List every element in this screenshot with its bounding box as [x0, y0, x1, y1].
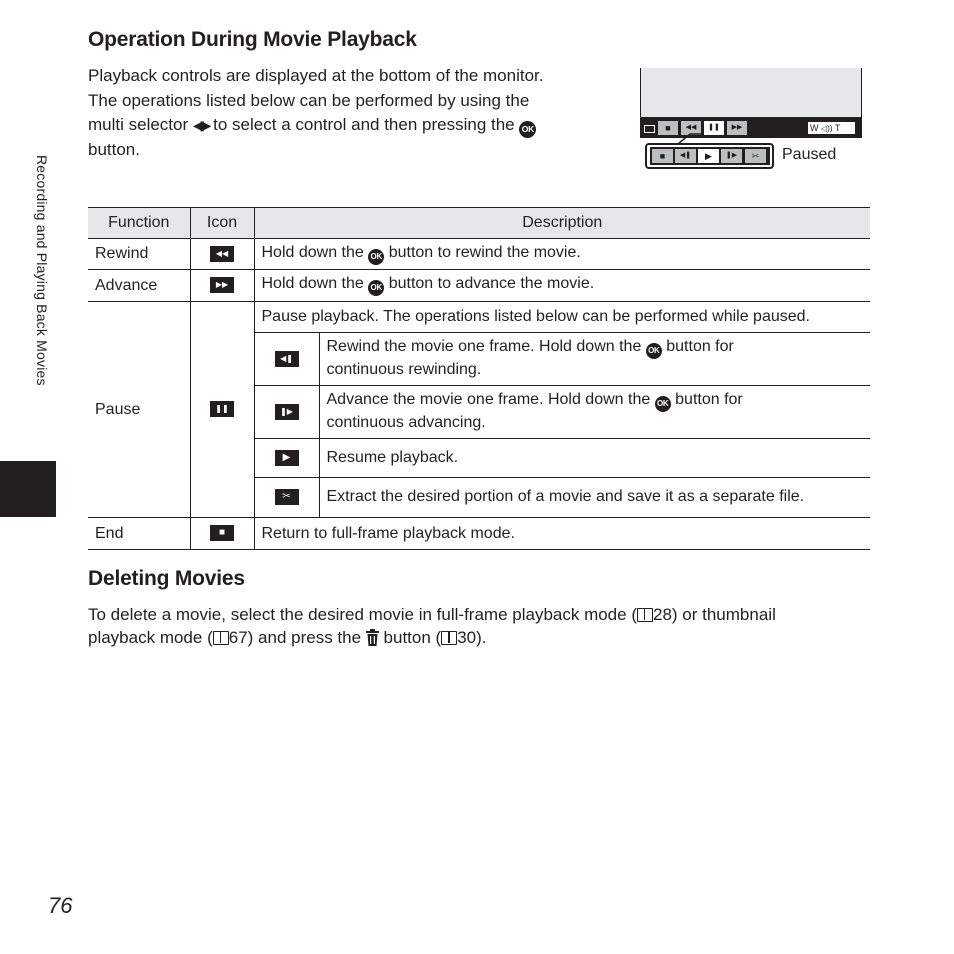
end-description: Return to full-frame playback mode. [254, 518, 870, 550]
playback-intro-paragraph [88, 64, 618, 163]
frame-back-description [319, 333, 870, 386]
pause-intro: Pause playback. The operations listed below can be performed while paused. [254, 302, 870, 333]
intro-line-3b: to select a control and then pressing the [213, 115, 515, 134]
frame-forward-desc-a: Advance the movie one frame. Hold down the [326, 391, 651, 409]
popup-end-icon: ■ [652, 149, 673, 163]
advance-icon-cell [190, 270, 254, 302]
pause-icon: ❚❚ [210, 401, 234, 417]
intro-line-4: button. [88, 140, 140, 159]
frame-forward-description [319, 386, 870, 439]
paused-label: Paused [782, 146, 837, 163]
deleting-line-1 [88, 603, 878, 626]
advance-description [254, 270, 870, 302]
deleting-line-1a: To delete a movie, select the desired movie in full-frame playback mode ( [88, 605, 637, 624]
frame-forward-desc-c: continuous advancing. [326, 414, 486, 432]
deleting-line-2b: ) and press the [247, 628, 362, 647]
volume-icon: ◁)) [821, 124, 833, 133]
ref-page-30[interactable]: 30 [457, 628, 477, 647]
pause-icon-cell [190, 302, 254, 518]
frame-back-icon-cell [254, 333, 319, 386]
extract-description: Extract the desired portion of a movie and save it as a separate file. [319, 478, 870, 518]
ok-button-icon: OK [519, 121, 536, 138]
frame-forward-icon: ❚▶ [275, 404, 299, 420]
book-ref-icon [213, 631, 229, 645]
frame-back-desc-b: button for [666, 338, 734, 356]
end-icon-cell [190, 518, 254, 550]
deleting-line-1b: ) or thumbnail [671, 605, 776, 624]
rewind-icon-cell [190, 239, 254, 270]
section-title-playback: Operation During Movie Playback [88, 28, 417, 51]
ref-page-67[interactable]: 67 [228, 628, 248, 647]
frame-back-desc-c: continuous rewinding. [326, 361, 482, 379]
pause-function: Pause [88, 302, 190, 518]
popup-frame-forward-icon: ❚▶ [721, 149, 742, 163]
chapter-tab-marker [0, 461, 56, 517]
header-function: Function [88, 208, 190, 239]
header-description: Description [254, 208, 870, 239]
monitor-control-bar [640, 117, 862, 138]
deleting-line-2 [88, 626, 878, 649]
rewind-desc-b: button to rewind the movie. [388, 243, 581, 261]
control-advance-icon: ▶▶ [727, 121, 747, 135]
play-icon: ▶ [275, 450, 299, 466]
control-pause-icon: ❚❚ [704, 121, 724, 135]
control-rewind-icon: ◀◀ [681, 121, 701, 135]
frame-back-icon: ◀❚ [275, 351, 299, 367]
page-number: 76 [48, 893, 73, 918]
extract-icon: ✂ [275, 489, 299, 505]
header-icon: Icon [190, 208, 254, 239]
rewind-function: Rewind [88, 239, 190, 270]
advance-desc-a: Hold down the [261, 275, 364, 292]
intro-line-1: Playback controls are displayed at the bottom of the monitor. [88, 66, 544, 85]
frame-forward-desc-b: button for [675, 391, 743, 409]
chapter-side-label: Recording and Playing Back Movies [34, 155, 50, 386]
advance-icon: ▶▶ [210, 277, 234, 293]
frame-back-desc-a: Rewind the movie one frame. Hold down the [326, 338, 642, 356]
deleting-line-2c: button ( [383, 628, 442, 647]
tele-label: T [834, 123, 841, 133]
intro-line-3 [88, 113, 618, 138]
battery-icon [644, 125, 655, 133]
frame-forward-icon-cell [254, 386, 319, 439]
wide-label: W [810, 123, 819, 133]
section-title-deleting: Deleting Movies [88, 567, 245, 590]
advance-function: Advance [88, 270, 190, 302]
extract-icon-cell [254, 478, 319, 518]
rewind-desc-a: Hold down the [261, 243, 364, 261]
zoom-volume-indicator [808, 122, 855, 134]
deleting-line-2a: playback mode ( [88, 628, 213, 647]
end-icon: ■ [210, 525, 234, 541]
book-ref-icon [637, 608, 653, 622]
resume-description: Resume playback. [319, 439, 870, 478]
multi-selector-icon: ◀▶ [192, 117, 209, 133]
ok-button-icon: OK [646, 343, 662, 359]
intro-line-2: The operations listed below can be performed by using the [88, 90, 530, 110]
popup-extract-icon: ✂ [745, 149, 766, 163]
end-function: End [88, 518, 190, 550]
control-end-icon: ■ [658, 121, 678, 135]
deleting-paragraph [88, 603, 878, 649]
ok-button-icon: OK [368, 280, 384, 296]
popup-frame-back-icon: ◀❚ [675, 149, 696, 163]
advance-desc-b: button to advance the movie. [388, 275, 595, 292]
rewind-icon: ◀◀ [210, 246, 234, 262]
ok-button-icon: OK [368, 249, 384, 265]
rewind-description [254, 239, 870, 270]
trash-icon [366, 629, 379, 646]
intro-line-3a: multi selector [88, 115, 189, 134]
deleting-line-2d: ). [476, 628, 487, 647]
resume-icon-cell [254, 439, 319, 478]
ref-page-28[interactable]: 28 [652, 605, 672, 624]
playback-operations-table [88, 207, 870, 550]
popup-play-icon: ▶ [698, 149, 719, 163]
book-ref-icon [441, 631, 457, 645]
ok-button-icon: OK [655, 396, 671, 412]
